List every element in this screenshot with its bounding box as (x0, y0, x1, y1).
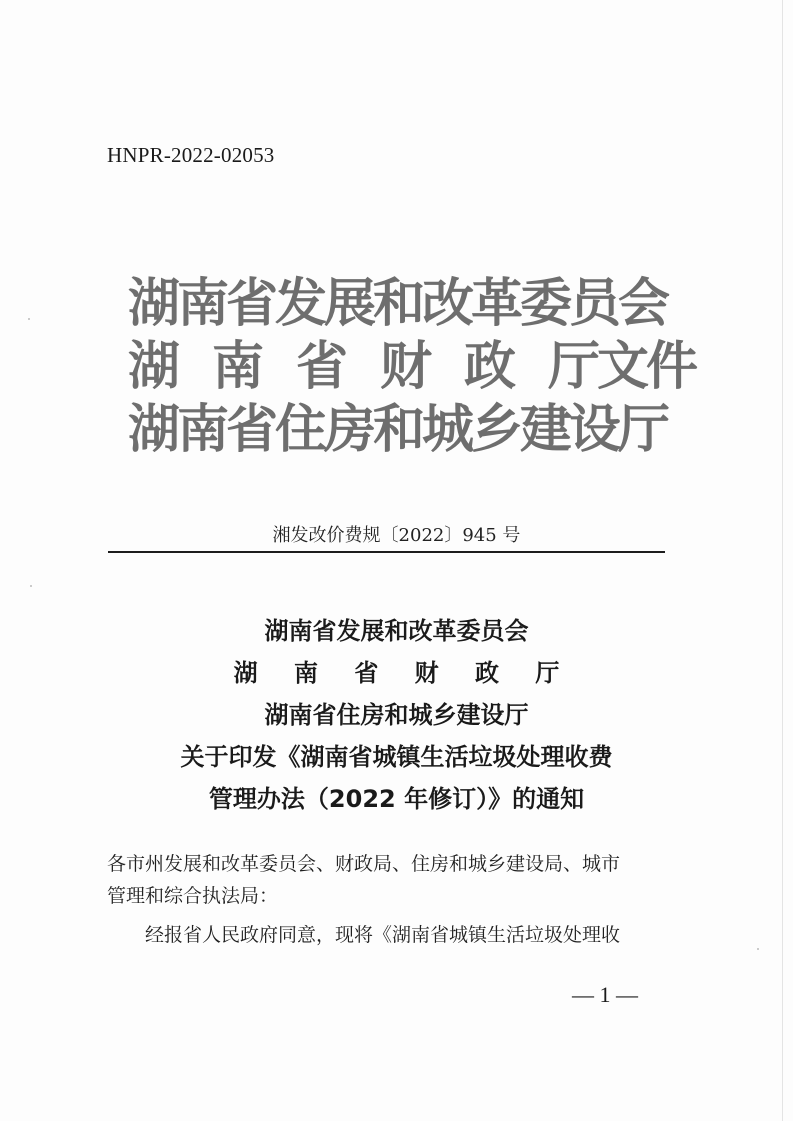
body-paragraph: 经报省人民政府同意，现将《湖南省城镇生活垃圾处理收 (145, 924, 621, 946)
scan-speck (30, 585, 32, 587)
title-line: 关于印发《湖南省城镇生活垃圾处理收费 (180, 743, 613, 771)
title-line: 管理办法（2022 年修订）》的通知 (208, 785, 585, 813)
document-number: 湘发改价费规〔2022〕945 号 (272, 525, 521, 546)
header-divider (108, 551, 665, 553)
addressee-line: 各市州发展和改革委员会、财政局、住房和城乡建设局、城市 (107, 853, 621, 875)
header-char: 财 (380, 337, 430, 397)
header-char: 省 (296, 337, 346, 397)
scan-speck (757, 948, 759, 950)
title-line: 湖 南 省 财 政 厅 (233, 659, 574, 687)
header-char: 南 (212, 337, 262, 397)
document-body (107, 848, 667, 951)
document-title (0, 610, 793, 820)
title-line: 湖南省住房和城乡建设厅 (264, 701, 529, 729)
addressee-line: 管理和综合执法局： (107, 885, 279, 907)
scan-edge (782, 0, 783, 1121)
page-number: — 1 — (572, 982, 638, 1007)
scan-speck (28, 318, 30, 320)
header-issuer-2 (128, 337, 696, 397)
header-issuer-3: 湖南省住房和城乡建设厅 (128, 400, 668, 460)
header-issuer-1: 湖南省发展和改革委员会 (128, 274, 668, 334)
document-code: HNPR-2022-02053 (107, 143, 275, 167)
header-char: 政 (464, 337, 514, 397)
header-char: 湖 (128, 337, 178, 397)
header-tail: 厅文件 (548, 337, 696, 397)
title-line: 湖南省发展和改革委员会 (264, 617, 529, 645)
